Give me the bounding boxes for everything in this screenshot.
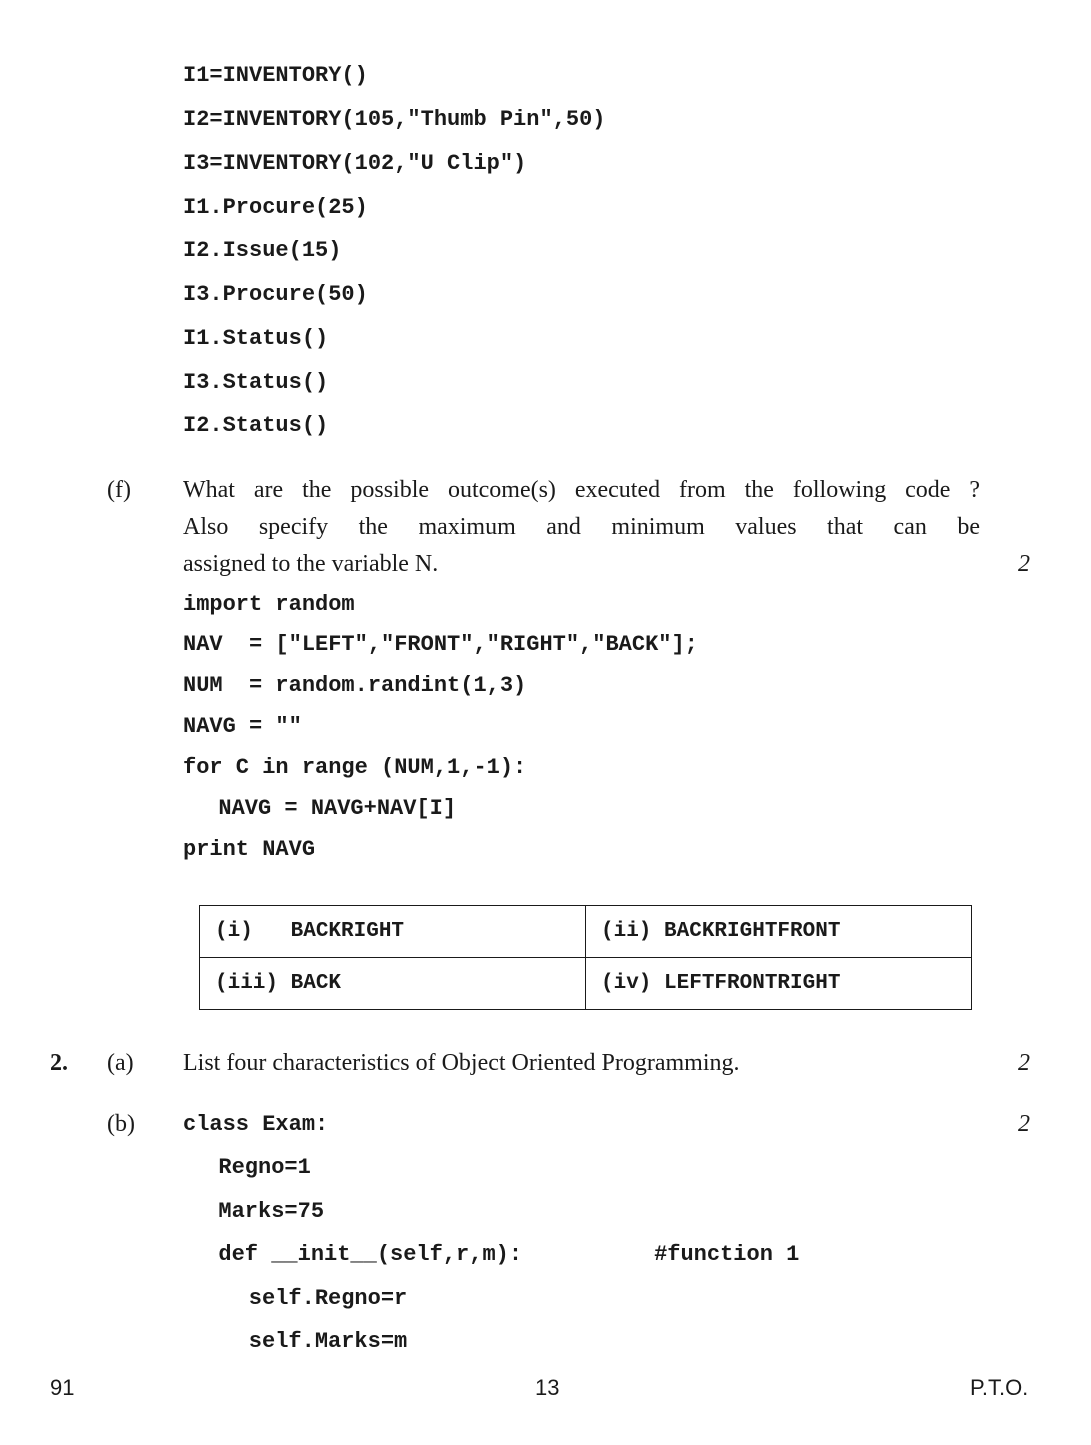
code-line: Regno=1: [192, 1155, 311, 1180]
page-number: 13: [535, 1375, 560, 1400]
question-2b-label: (b): [107, 1111, 135, 1137]
question-f-text-line-1: What are the possible outcome(s) executed from the following code ?: [183, 477, 980, 503]
code-line: I3=INVENTORY(102,"U Clip"): [183, 151, 527, 176]
code-line: I3.Procure(50): [183, 282, 368, 307]
code-line: NUM = random.randint(1,3): [183, 673, 527, 698]
question-f-marks: 2: [1018, 551, 1030, 577]
code-line: Marks=75: [192, 1199, 325, 1224]
question-2b-marks: 2: [1018, 1111, 1030, 1137]
option-iv: (iv) LEFTFRONTRIGHT: [586, 958, 972, 1010]
code-line: print NAVG: [183, 837, 316, 862]
question-2a-label: (a): [107, 1050, 134, 1076]
question-f-text-line-3: assigned to the variable N.: [183, 551, 439, 577]
code-line: I1=INVENTORY(): [183, 63, 368, 88]
question-f-text-line-2: Also specify the maximum and minimum values that can be: [183, 514, 980, 540]
code-line: I1.Status(): [183, 326, 329, 351]
code-line: for C in range (NUM,1,-1):: [183, 755, 527, 780]
code-line: NAVG = NAVG+NAV[I]: [192, 796, 457, 821]
pto-label: P.T.O.: [970, 1375, 1029, 1400]
option-i: (i) BACKRIGHT: [200, 906, 586, 958]
code-line: NAVG = "": [183, 714, 302, 739]
options-row: [200, 958, 972, 1010]
options-table: [199, 905, 972, 1010]
option-ii: (ii) BACKRIGHTFRONT: [586, 906, 972, 958]
code-line: NAV = ["LEFT","FRONT","RIGHT","BACK"];: [183, 632, 698, 657]
question-2a-marks: 2: [1018, 1050, 1030, 1076]
code-line: self.Regno=r: [196, 1286, 408, 1311]
code-line: I2=INVENTORY(105,"Thumb Pin",50): [183, 107, 606, 132]
code-line: I2.Issue(15): [183, 238, 342, 263]
option-iii: (iii) BACK: [200, 958, 586, 1010]
code-line: I1.Procure(25): [183, 195, 368, 220]
options-row: [200, 906, 972, 958]
paper-code: 91: [50, 1375, 75, 1400]
code-line: def __init__(self,r,m): #function 1: [192, 1242, 800, 1267]
code-line: class Exam:: [183, 1112, 329, 1137]
question-2a-text: List four characteristics of Object Oriented Programming.: [183, 1050, 740, 1076]
code-line: self.Marks=m: [196, 1329, 408, 1354]
code-line: I3.Status(): [183, 370, 329, 395]
question-f-label: (f): [107, 477, 131, 503]
code-line: I2.Status(): [183, 413, 329, 438]
code-line: import random: [183, 592, 355, 617]
question-2-number: 2.: [50, 1050, 68, 1076]
